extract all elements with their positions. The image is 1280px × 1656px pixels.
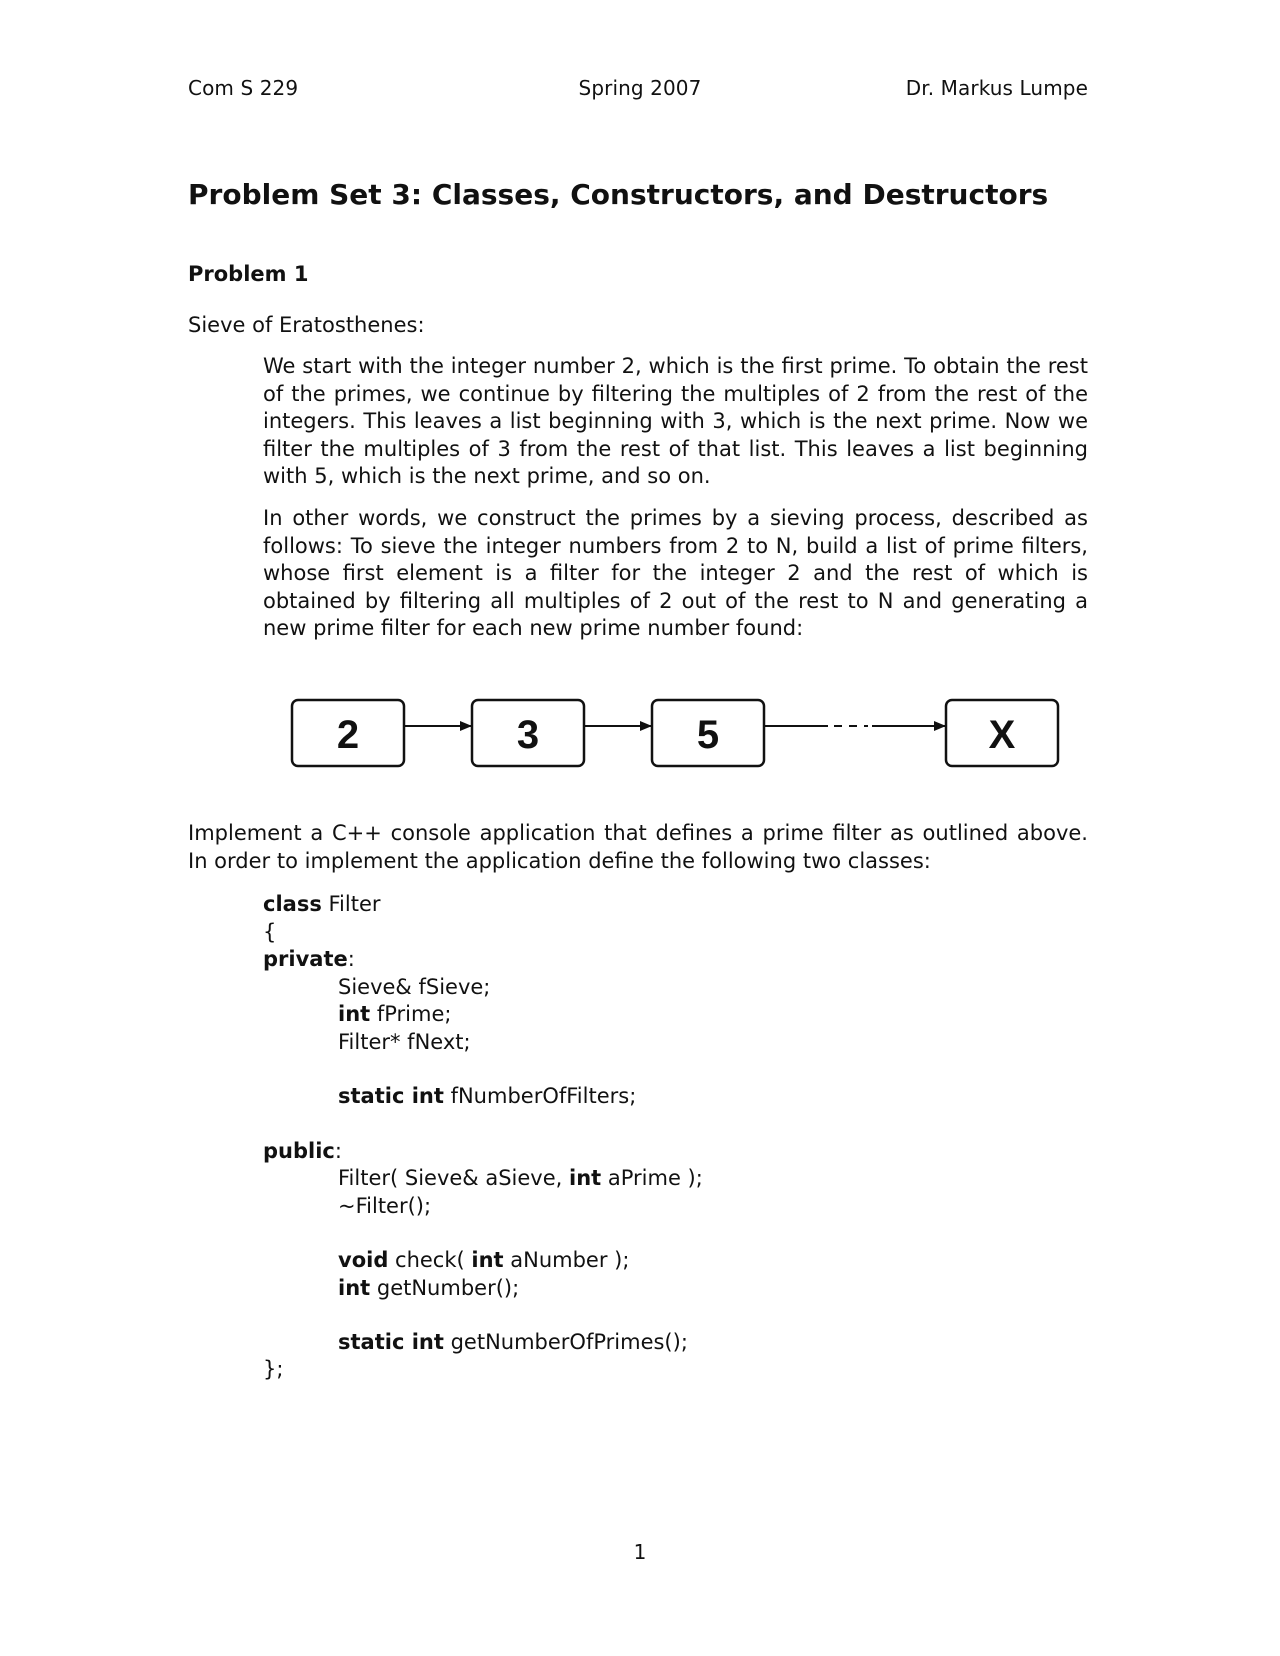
prime-filter-diagram [288, 690, 1068, 774]
paragraph-sieve-intro: We start with the integer number 2, which is the first prime. To obtain the rest of the primes, we continue by filtering the multiples of 2 from the rest of the integers. This leaves a list beginning with 3, which is the next prime. Now we filter the multiples of 3 from the rest of that list. This leaves a list beginning with 5, which is the next prime, and so on. [263, 354, 1088, 488]
code-line: static int getNumberOfPrimes(); [338, 1330, 688, 1354]
code-line: Filter( Sieve& aSieve, int aPrime ); [338, 1166, 703, 1190]
paragraph-task: Implement a C++ console application that defines a prime filter as outlined above. In order to implement the application define the following two classes: [188, 821, 1088, 873]
code-line: }; [263, 1357, 284, 1381]
header-instructor: Dr. Markus Lumpe [905, 76, 1088, 100]
header-term: Spring 2007 [578, 76, 702, 100]
problem-heading: Problem 1 [188, 262, 309, 286]
filter-node-label: 2 [336, 713, 360, 757]
code-line: { [263, 920, 277, 944]
code-line: int fPrime; [338, 1002, 452, 1026]
header-course: Com S 229 [188, 76, 299, 100]
page-number: 1 [633, 1540, 647, 1564]
paragraph-sieve-process: In other words, we construct the primes by a sieving process, described as follows: To sieve the integer numbers from 2 to N, build a list of prime filters, whose first element is a filter for the integer 2 and the rest of which is obtained by filtering all multiples of 2 out of the rest to N and generating a new prime filter for each new prime number found: [263, 506, 1088, 640]
page-title: Problem Set 3: Classes, Constructors, and Destructors [188, 178, 1049, 211]
filter-node-label: X [988, 713, 1016, 757]
code-line: Filter* fNext; [338, 1030, 471, 1054]
code-line: static int fNumberOfFilters; [338, 1084, 637, 1108]
code-line: Sieve& fSieve; [338, 975, 491, 999]
filter-node-label: 3 [516, 713, 540, 757]
code-line: public: [263, 1139, 342, 1163]
code-line: int getNumber(); [338, 1276, 520, 1300]
code-line: class Filter [263, 892, 381, 916]
filter-node-label: 5 [696, 713, 720, 757]
code-line: private: [263, 947, 355, 971]
code-line: void check( int aNumber ); [338, 1248, 630, 1272]
section-label: Sieve of Eratosthenes: [188, 313, 425, 337]
code-line: ~Filter(); [338, 1194, 432, 1218]
